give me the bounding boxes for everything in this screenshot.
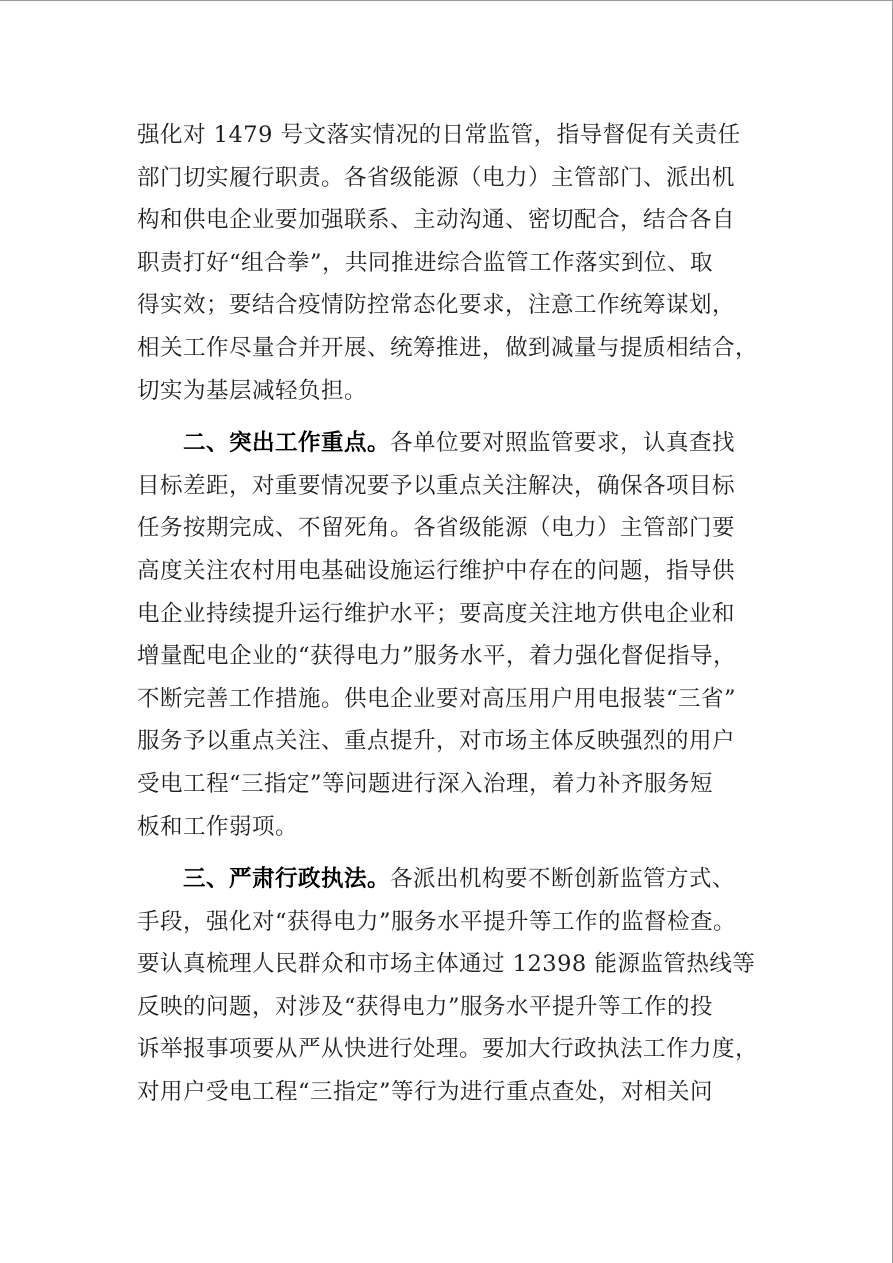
text-line: 电企业持续提升运行维护水平；要高度关注地方供电企业和: [137, 600, 736, 627]
text-line: 任务按期完成、不留死角。各省级能源（电力）主管部门要: [137, 515, 736, 542]
section-first-line: [137, 422, 777, 465]
text-line: 板和工作弱项。: [137, 813, 299, 840]
section-heading-2: 二、突出工作重点。: [183, 430, 391, 457]
text-line: 切实为基层减轻负担。: [137, 377, 368, 404]
section-first-line-text: 各派出机构要不断创新监管方式、: [390, 866, 736, 893]
text-line: 反映的问题，对涉及“获得电力”服务水平提升等工作的投: [137, 993, 714, 1020]
text-line: 要认真梳理人民群众和市场主体通过 12398 能源监管热线等: [137, 951, 756, 978]
paragraph-section-3: [137, 858, 777, 1114]
text-line: 服务予以重点关注、重点提升，对市场主体反映强烈的用户: [137, 728, 736, 755]
text-line: 诉举报事项要从严从快进行处理。要加大行政执法工作力度，: [137, 1036, 759, 1063]
section-first-line-text: 各单位要对照监管要求，认真查找: [390, 430, 736, 457]
text-line: 构和供电企业要加强联系、主动沟通、密切配合，结合各自: [137, 207, 736, 234]
text-line: 强化对 1479 号文落实情况的日常监管，指导督促有关责任: [137, 122, 741, 148]
text-line: 受电工程“三指定”等问题进行深入治理，着力补齐服务短: [137, 770, 714, 797]
section-heading-3: 三、严肃行政执法。: [183, 866, 391, 893]
text-line: 增量配电企业的“获得电力”服务水平，着力强化督促指导，: [137, 643, 737, 670]
section-first-line: [137, 858, 777, 901]
document-body: [137, 114, 777, 1114]
text-line: 职责打好“组合拳”，共同推进综合监管工作落实到位、取: [137, 249, 714, 276]
paragraph-gap: [137, 412, 777, 422]
paragraph-section-2: [137, 422, 777, 848]
text-line: 不断完善工作措施。供电企业要对高压用户用电报装“三省”: [137, 685, 737, 712]
text-line: 手段，强化对“获得电力”服务水平提升等工作的监督检查。: [137, 908, 737, 935]
paragraph-continuation: [137, 114, 777, 412]
text-line: 目标差距，对重要情况要予以重点关注解决，确保各项目标: [137, 472, 736, 499]
text-line: 高度关注农村用电基础设施运行维护中存在的问题，指导供: [137, 557, 736, 584]
text-line: 得实效；要结合疫情防控常态化要求，注意工作统筹谋划，: [137, 292, 736, 319]
text-line: 部门切实履行职责。各省级能源（电力）主管部门、派出机: [137, 164, 736, 191]
text-line: 对用户受电工程“三指定”等行为进行重点查处，对相关问: [137, 1079, 714, 1106]
text-line: 相关工作尽量合并开展、统筹推进，做到减量与提质相结合，: [137, 334, 759, 361]
paragraph-gap: [137, 848, 777, 858]
